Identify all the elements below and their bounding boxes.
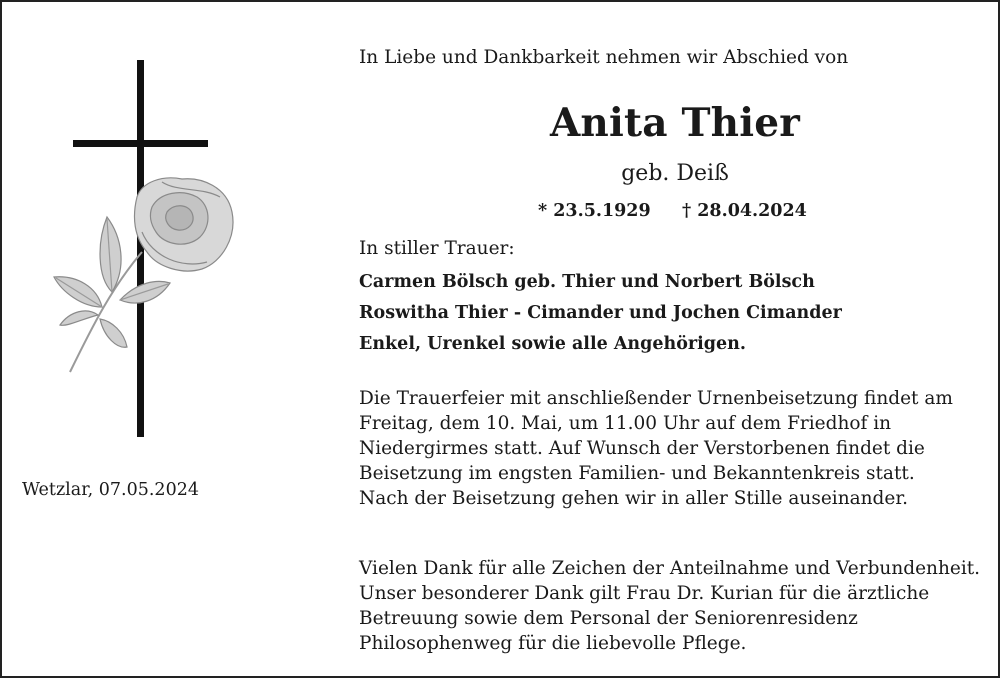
place-and-date: Wetzlar, 07.05.2024 [22,480,199,500]
deceased-name: Anita Thier [549,100,801,146]
funeral-line: Freitag, dem 10. Mai, um 11.00 Uhr auf dem Friedhof in [359,413,892,434]
mourners-list [359,267,842,360]
maiden-name: geb. Deiß [621,161,729,186]
thanks-text [359,556,980,656]
funeral-details [359,386,953,511]
thanks-line: Philosophenweg für die liebevolle Pflege. [359,633,747,654]
mourners-label: In stiller Trauer: [359,238,515,259]
thanks-line: Unser besonderer Dank gilt Frau Dr. Kurian für die ärztliche [359,583,930,604]
funeral-line: Die Trauerfeier mit anschließender Urnenbeisetzung findet am [359,388,953,409]
funeral-line: Nach der Beisetzung gehen wir in aller Stille auseinander. [359,488,909,509]
intro-text: In Liebe und Dankbarkeit nehmen wir Abschied von [359,47,849,68]
birth-date: * 23.5.1929 [538,201,651,221]
mourner-line: Enkel, Urenkel sowie alle Angehörigen. [359,334,746,354]
thanks-line: Vielen Dank für alle Zeichen der Anteilnahme und Verbundenheit. [359,558,981,579]
funeral-line: Beisetzung im engsten Familien- und Bekanntenkreis statt. [359,463,915,484]
thanks-line: Betreuung sowie dem Personal der Seniorenresidenz [359,608,858,629]
mourner-line: Roswitha Thier - Cimander und Jochen Cimander [359,303,842,323]
funeral-line: Niedergirmes statt. Auf Wunsch der Verstorbenen findet die [359,438,925,459]
cross-with-rose-illustration [42,57,252,442]
mourner-line: Carmen Bölsch geb. Thier und Norbert Bölsch [359,272,815,292]
death-date: † 28.04.2024 [682,201,807,221]
